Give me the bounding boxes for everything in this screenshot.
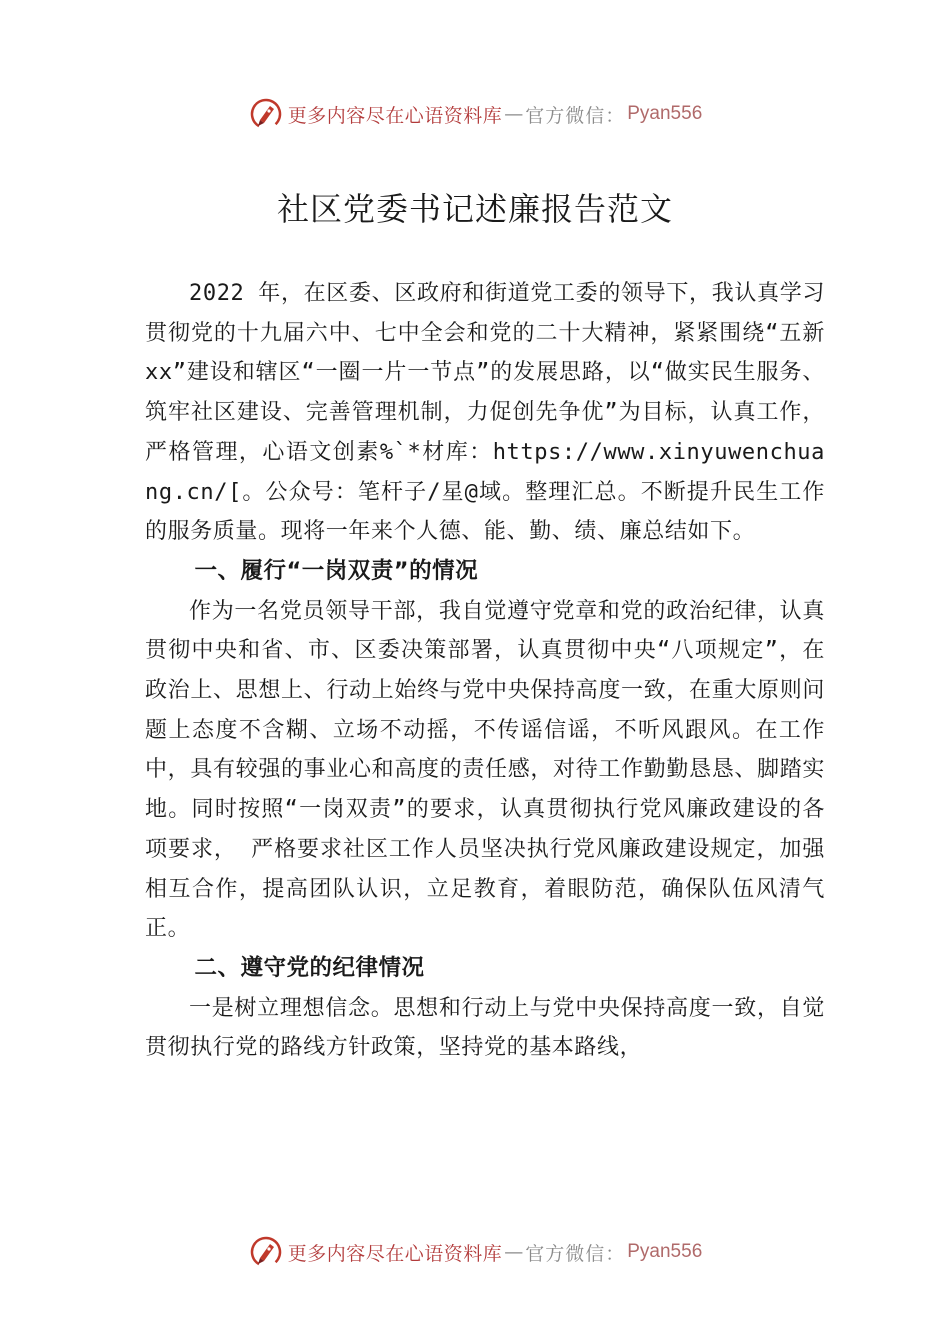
header-watermark xyxy=(0,94,950,134)
watermark-label: 官方微信： xyxy=(525,104,626,127)
watermark-separator: — xyxy=(504,103,524,125)
section-2-paragraph: 一是树立理想信念。思想和行动上与党中央保持高度一致，自觉贯彻执行党的路线方针政策，坚持党的基本路线， xyxy=(145,995,825,1061)
section-1-paragraph: 作为一名党员领导干部，我自觉遵守党章和党的政治纪律，认真贯彻中央和省、市、区委决策部署，认真贯彻中央“八项规定”，在政治上、思想上、行动上始终与党中央保持高度一致，在重大原则问题上态度不含糊、立场不动摇，不传谣信谣，不听风跟风。在工作中，具有较强的事业心和高度的责任感，对待工作勤勤恳恳、脚踏实地。同时按照“一岗双责”的要求，认真贯彻执行党风廉政建设的各项要求， 严格要求社区工作人员坚决执行党风廉政建设规定，加强相互合作，提高团队认识，立足教育，着眼防范，确保队伍风清气正。 xyxy=(145,598,825,942)
section-2-heading: 二、遵守党的纪律情况 xyxy=(194,954,425,981)
pen-nib-logo-icon xyxy=(248,1234,284,1270)
watermark-separator: — xyxy=(504,1241,524,1263)
watermark-text: 更多内容尽在心语资料库 xyxy=(287,104,503,127)
watermark-wechat-id: Pyan556 xyxy=(627,103,703,124)
watermark-label: 官方微信： xyxy=(525,1242,626,1265)
watermark-wechat-id: Pyan556 xyxy=(627,1241,703,1262)
document-title: 社区党委书记述廉报告范文 xyxy=(276,190,673,228)
pen-nib-logo-icon xyxy=(248,96,284,132)
footer-watermark xyxy=(0,1232,950,1272)
document-body xyxy=(145,274,825,1068)
section-1-heading: 一、履行“一岗双责”的情况 xyxy=(194,557,479,584)
intro-paragraph: 2022 年，在区委、区政府和街道党工委的领导下，我认真学习贯彻党的十九届六中、七中全会和党的二十大精神，紧紧围绕“五新 xx”建设和辖区“一圈一片一节点”的发展思路，以“做实民生服务、筑牢社区建设、完善管理机制，力促创先争优”为目标，认真工作，严格管理，心语文创素%`*材库：https://www.xinyuwenchuang.cn/[。公众号：笔杆子/星@域。整理汇总。不断提升民生工作的服务质量。现将一年来个人德、能、勤、绩、廉总结如下。 xyxy=(145,281,825,545)
watermark-text: 更多内容尽在心语资料库 xyxy=(287,1242,503,1265)
